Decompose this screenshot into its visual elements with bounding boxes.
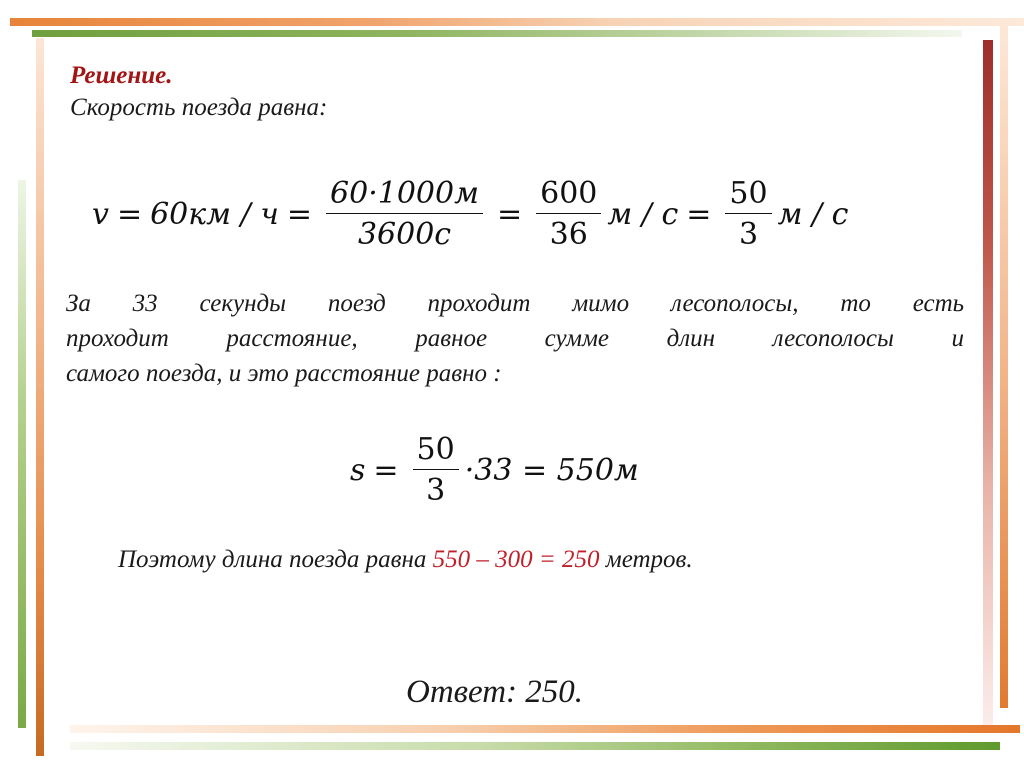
fraction-numerator: 50 xyxy=(725,179,771,214)
frame-left-green-bar xyxy=(18,180,26,728)
frame-right-orange-bar xyxy=(1000,18,1008,708)
fraction-numerator: 60·1000м xyxy=(326,179,483,214)
frame-right-red-bar xyxy=(983,40,993,730)
conclusion-text xyxy=(118,546,693,574)
equals-sign: = xyxy=(286,196,313,232)
conclusion-prefix: Поэтому длина поезда равна xyxy=(118,546,433,573)
fraction-denominator: 3 xyxy=(426,472,446,508)
speed-kmh: 60км / ч xyxy=(150,196,279,232)
distance-equation xyxy=(350,424,639,516)
solution-heading: Решение. xyxy=(70,62,173,89)
frame-top-green-bar xyxy=(32,30,962,37)
speed-equation xyxy=(92,168,848,260)
frame-bottom-orange-bar xyxy=(70,725,1020,733)
fraction-denominator: 3 xyxy=(738,216,759,252)
fraction-numerator: 50 xyxy=(413,435,459,470)
frame-bottom-green-bar xyxy=(70,742,1000,750)
equals-sign: = xyxy=(686,196,712,232)
explanation-paragraph xyxy=(66,286,964,391)
unit-ms: м / с xyxy=(607,196,679,232)
intro-text: Скорость поезда равна: xyxy=(70,94,328,121)
unit-ms: м / с xyxy=(777,196,849,232)
equals-sign: = xyxy=(116,196,143,232)
distance-symbol: s xyxy=(350,452,366,488)
frame-left-orange-bar xyxy=(36,38,44,756)
fraction-50-3 xyxy=(725,175,771,252)
fraction-denominator: 36 xyxy=(549,216,588,252)
distance-result: ·33 = 550м xyxy=(464,452,639,488)
paragraph-line: самого поезда, и это расстояние равно : xyxy=(66,360,502,387)
answer-text: Ответ: 250. xyxy=(406,674,584,710)
conclusion-calculation: 550 – 300 = 250 xyxy=(432,546,600,573)
equals-sign: = xyxy=(496,196,523,232)
equals-sign: = xyxy=(373,452,399,488)
fraction-50-3 xyxy=(413,431,459,508)
fraction-meters-seconds xyxy=(326,175,483,252)
paragraph-line: За 33 секунды поезд проходит мимо лесополосы, то есть xyxy=(66,290,964,317)
fraction-denominator: 3600с xyxy=(357,216,452,252)
conclusion-suffix: метров. xyxy=(605,546,693,573)
fraction-numerator: 600 xyxy=(536,179,601,214)
fraction-600-36 xyxy=(536,175,601,252)
paragraph-line: проходит расстояние, равное сумме длин лесополосы и xyxy=(66,325,964,352)
velocity-symbol: v xyxy=(92,196,109,232)
frame-top-orange-bar xyxy=(10,18,1024,26)
